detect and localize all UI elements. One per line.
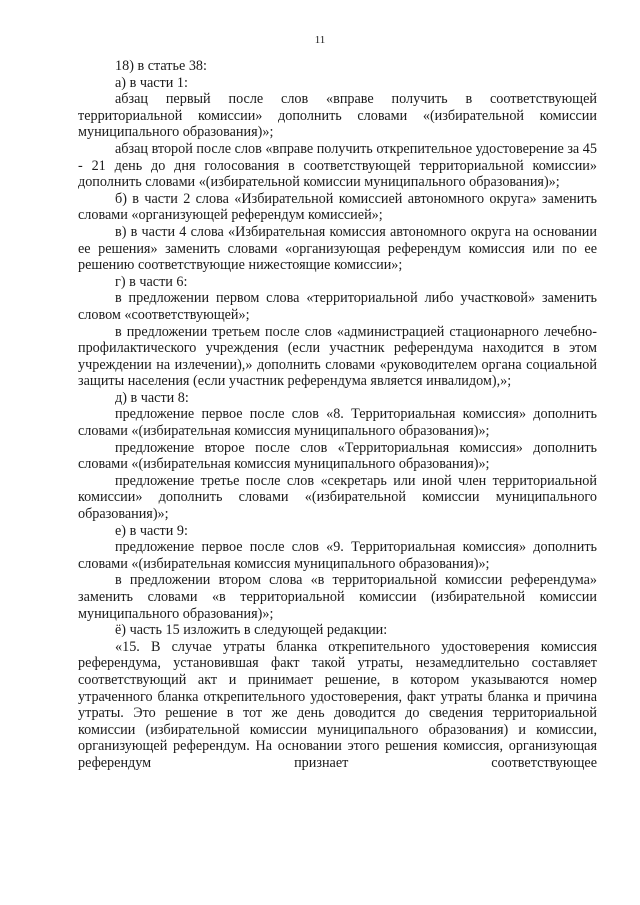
paragraph-part-15-heading: ё) часть 15 изложить в следующей редакции: bbox=[115, 622, 388, 639]
paragraph-part-8-heading: д) в части 8: bbox=[115, 389, 189, 406]
paragraph: абзац первый после слов «вправе получить в соответствующей территориальной комиссии» дополнить словами «(избирательной комиссии муниципального образования)»; bbox=[78, 91, 597, 141]
paragraph: в) в части 4 слова «Избирательная комиссия автономного округа на основании ее решения» заменить словами «организующая референдум комиссия или по ее решению соответствующие нижестоящие комиссии»; bbox=[78, 223, 597, 274]
paragraph-article-38-heading: 18) в статье 38: bbox=[115, 58, 207, 74]
paragraph: предложение третье после слов «секретарь или иной член территориальной комиссии» дополнить словами «(избирательной комиссии муниципального образования)»; bbox=[78, 472, 597, 523]
paragraph: предложение второе после слов «Территориальная комиссия» дополнить словами «(избирательная комиссия муниципального образования)»; bbox=[78, 439, 597, 473]
paragraph: абзац второй после слов «вправе получить открепительное удостоверение за 45 - 21 день до дня голосования в соответствующей территориальной комиссии» дополнить словами «(избирательной комиссии муниципального образования)»; bbox=[78, 140, 597, 191]
page-number: 11 bbox=[314, 34, 326, 46]
paragraph: б) в части 2 слова «Избирательной комиссией автономного округа» заменить словами «организующей референдум комиссией»; bbox=[78, 190, 597, 224]
paragraph-part-9-heading: е) в части 9: bbox=[115, 522, 188, 539]
paragraph: предложение первое после слов «9. Территориальная комиссия» дополнить словами «(избирательная комиссия муниципального образования)»; bbox=[78, 539, 597, 572]
paragraph: в предложении первом слова «территориальной либо участковой» заменить словом «соответствующей»; bbox=[78, 290, 597, 323]
paragraph-part-1-heading: а) в части 1: bbox=[115, 74, 188, 91]
document-body bbox=[78, 58, 597, 772]
paragraph-part-6-heading: г) в части 6: bbox=[115, 273, 188, 290]
paragraph: предложение первое после слов «8. Территориальная комиссия» дополнить словами «(избирательная комиссия муниципального образования)»; bbox=[78, 406, 597, 440]
paragraph-part-15-text: «15. В случае утраты бланка открепительного удостоверения комиссия референдума, установившая факт такой утраты, незамедлительно составляет соответствующий акт и принимает решение, в котором указываются номер утраченного бланка открепительного удостоверения, факт утраты бланка и причина утраты. Это решение в тот же день доводится до сведения территориальной комиссии (избирательной комиссии муниципального образования) и комиссии, организующей референдум. На основании этого решения комиссия, организующая референдум признает соответствующее bbox=[78, 638, 597, 771]
paragraph: в предложении втором слова «в территориальной комиссии референдума» заменить словами «в территориальной комиссии (избирательной комиссии муниципального образования)»; bbox=[78, 572, 597, 622]
paragraph: в предложении третьем после слов «администрацией стационарного лечебно-профилактического учреждения (если участник референдума находится в этом учреждении на излечении),» дополнить словами «руководителем органа социальной защиты населения (если участник референдума является инвалидом),»; bbox=[78, 323, 597, 390]
